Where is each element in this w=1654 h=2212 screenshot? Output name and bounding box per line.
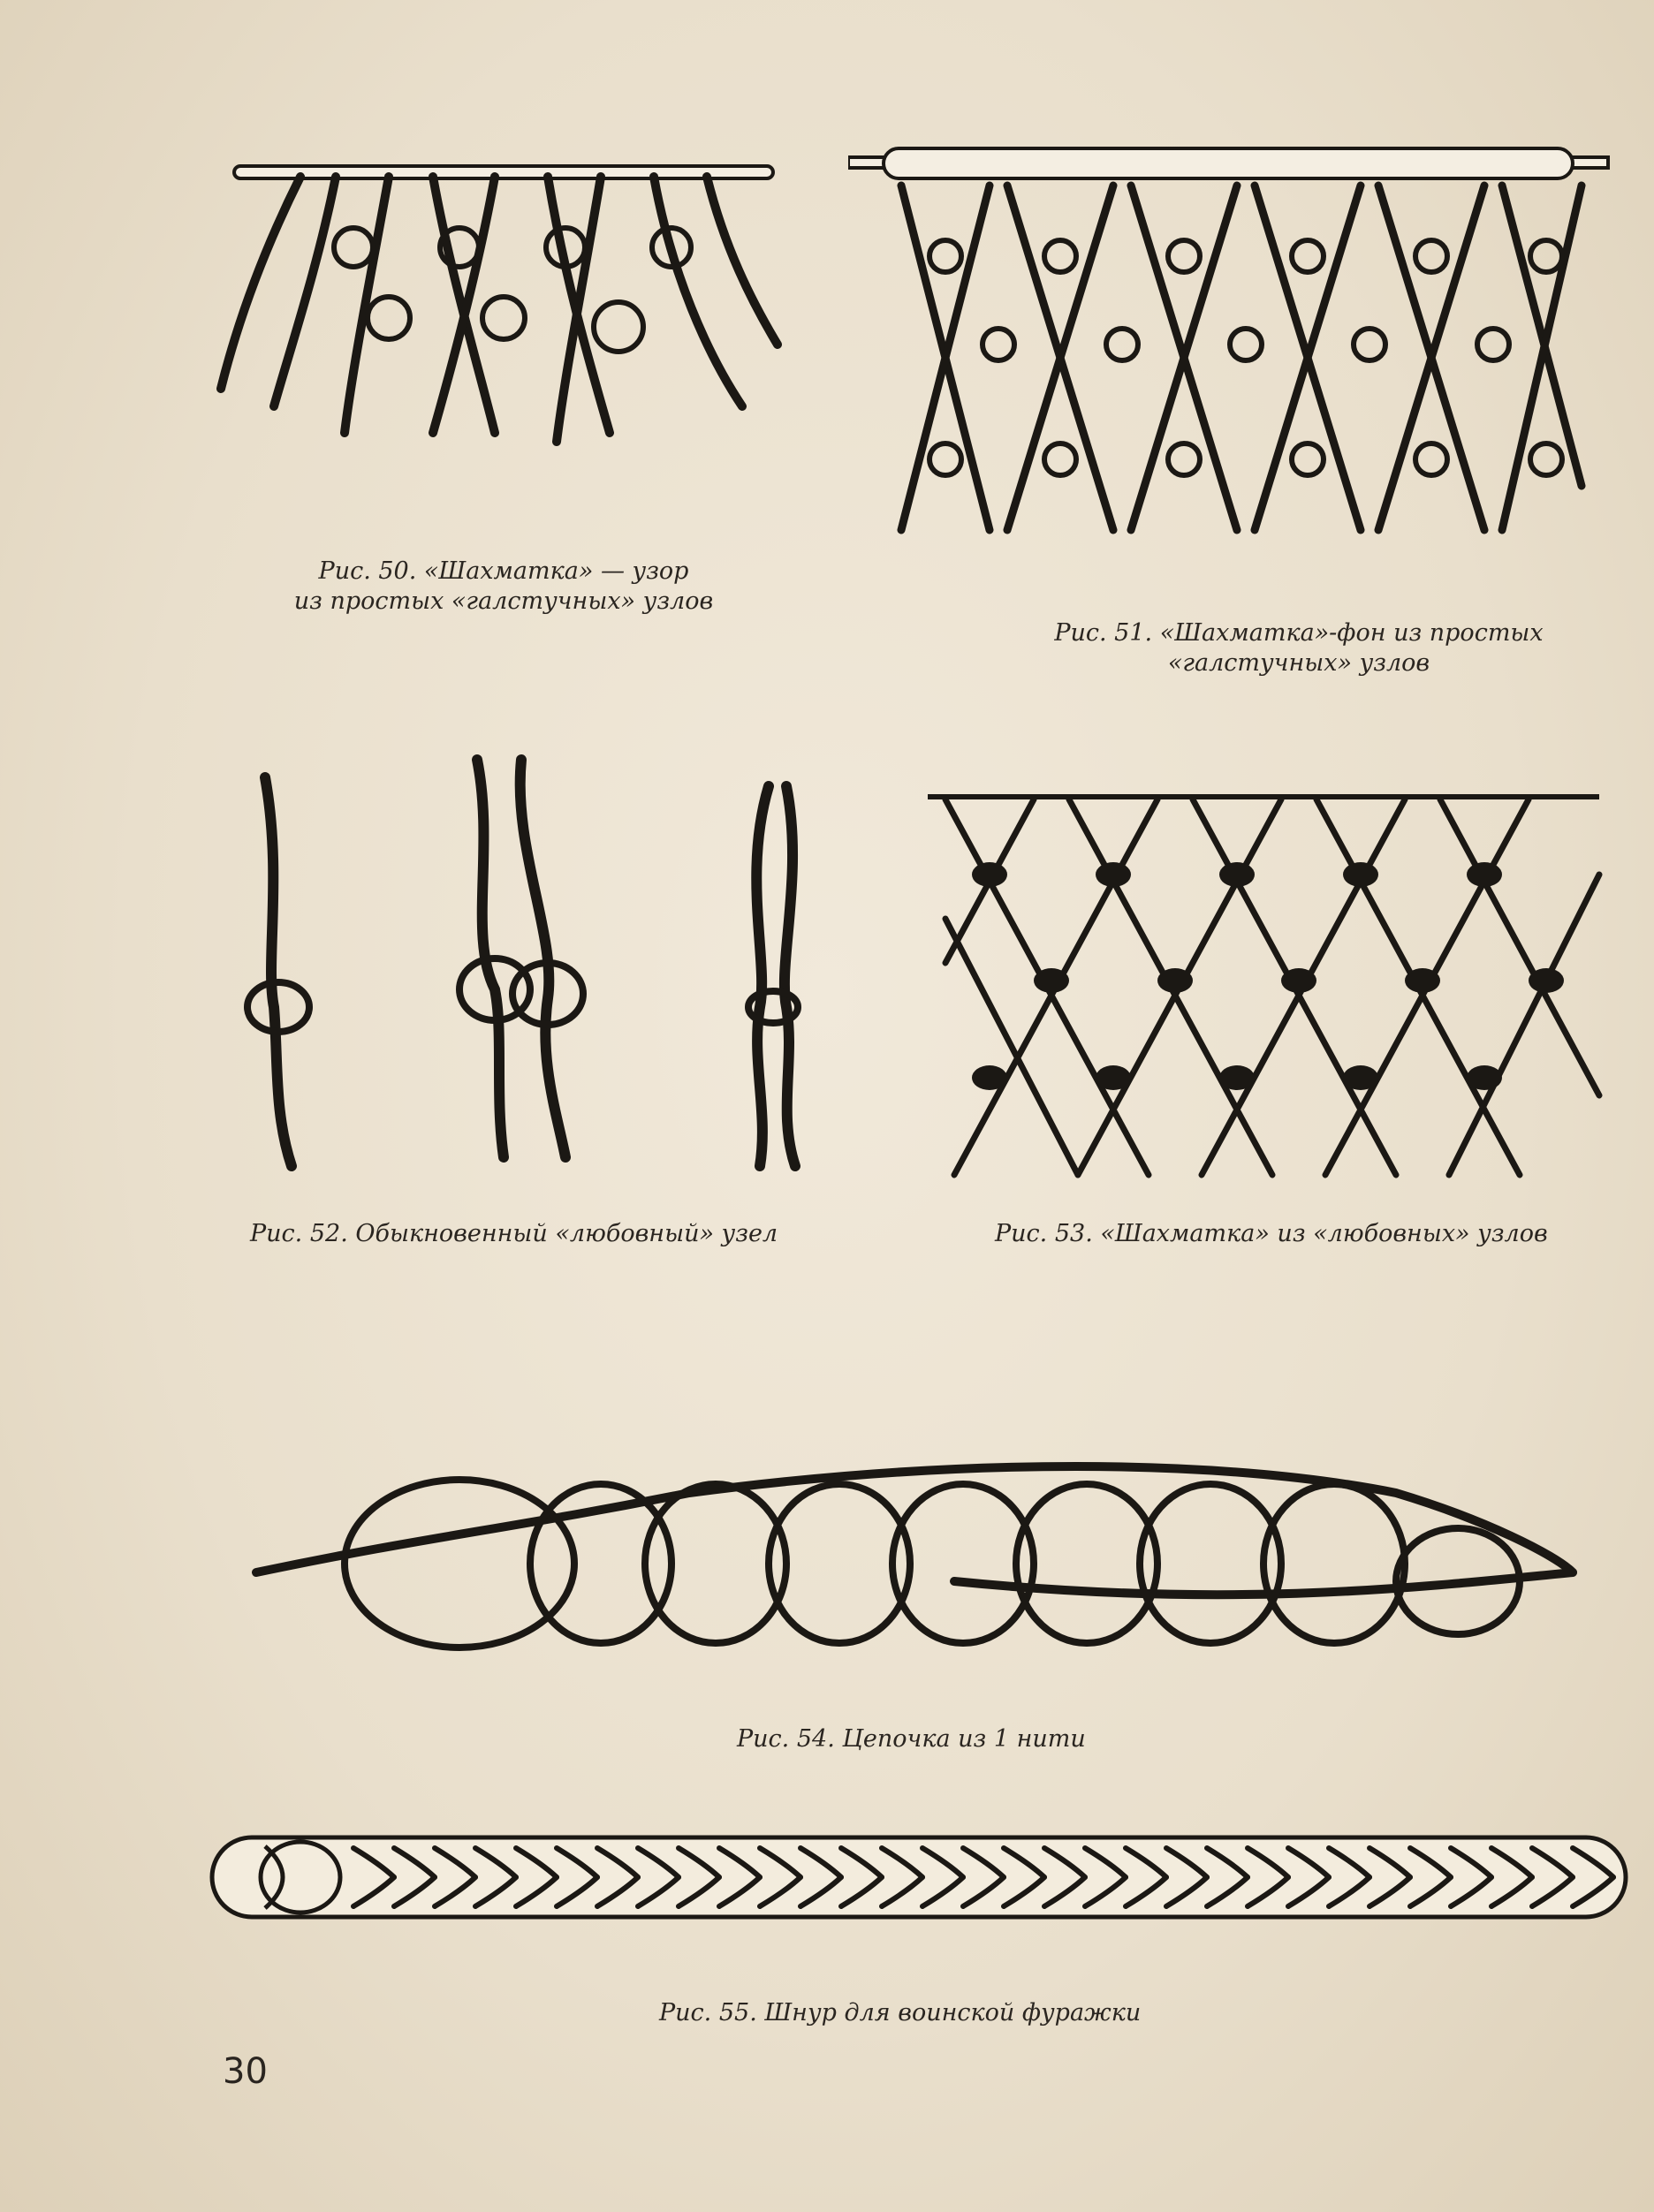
figure-54-caption-text: Рис. 54. Цепочка из 1 нити [737,1725,1086,1753]
figure-55-illustration [203,1811,1635,1943]
figure-52-illustration [239,742,875,1184]
figure-50-illustration [212,141,848,495]
figure-53-illustration [928,786,1608,1193]
figure-53-caption-text: Рис. 53. «Шахматка» из «любовных» узлов [995,1220,1548,1247]
figure-50-caption [256,557,751,617]
figure-54-illustration [247,1440,1582,1696]
figure-51-caption [1007,618,1590,678]
page-number: 30 [223,2051,268,2092]
figure-51-caption-line1: Рис. 51. «Шахматка»-фон из простых [1054,619,1544,647]
figure-51-caption-line2: «галстучных» узлов [1167,649,1430,677]
figure-50-caption-line2: из простых «галстучных» узлов [293,587,714,615]
figure-52-caption-text: Рис. 52. Обыкновенный «любовный» узел [250,1220,778,1247]
figure-50-caption-line1: Рис. 50. «Шахматка» — узор [318,557,689,585]
figure-54-caption [737,1724,1086,1754]
figure-51-illustration [848,133,1626,574]
figure-55-caption-text: Рис. 55. Шнур для воинской фуражки [659,1999,1142,2026]
figure-53-caption [995,1219,1548,1249]
figure-55-caption [659,1998,1141,2028]
figure-52-caption [250,1219,778,1249]
